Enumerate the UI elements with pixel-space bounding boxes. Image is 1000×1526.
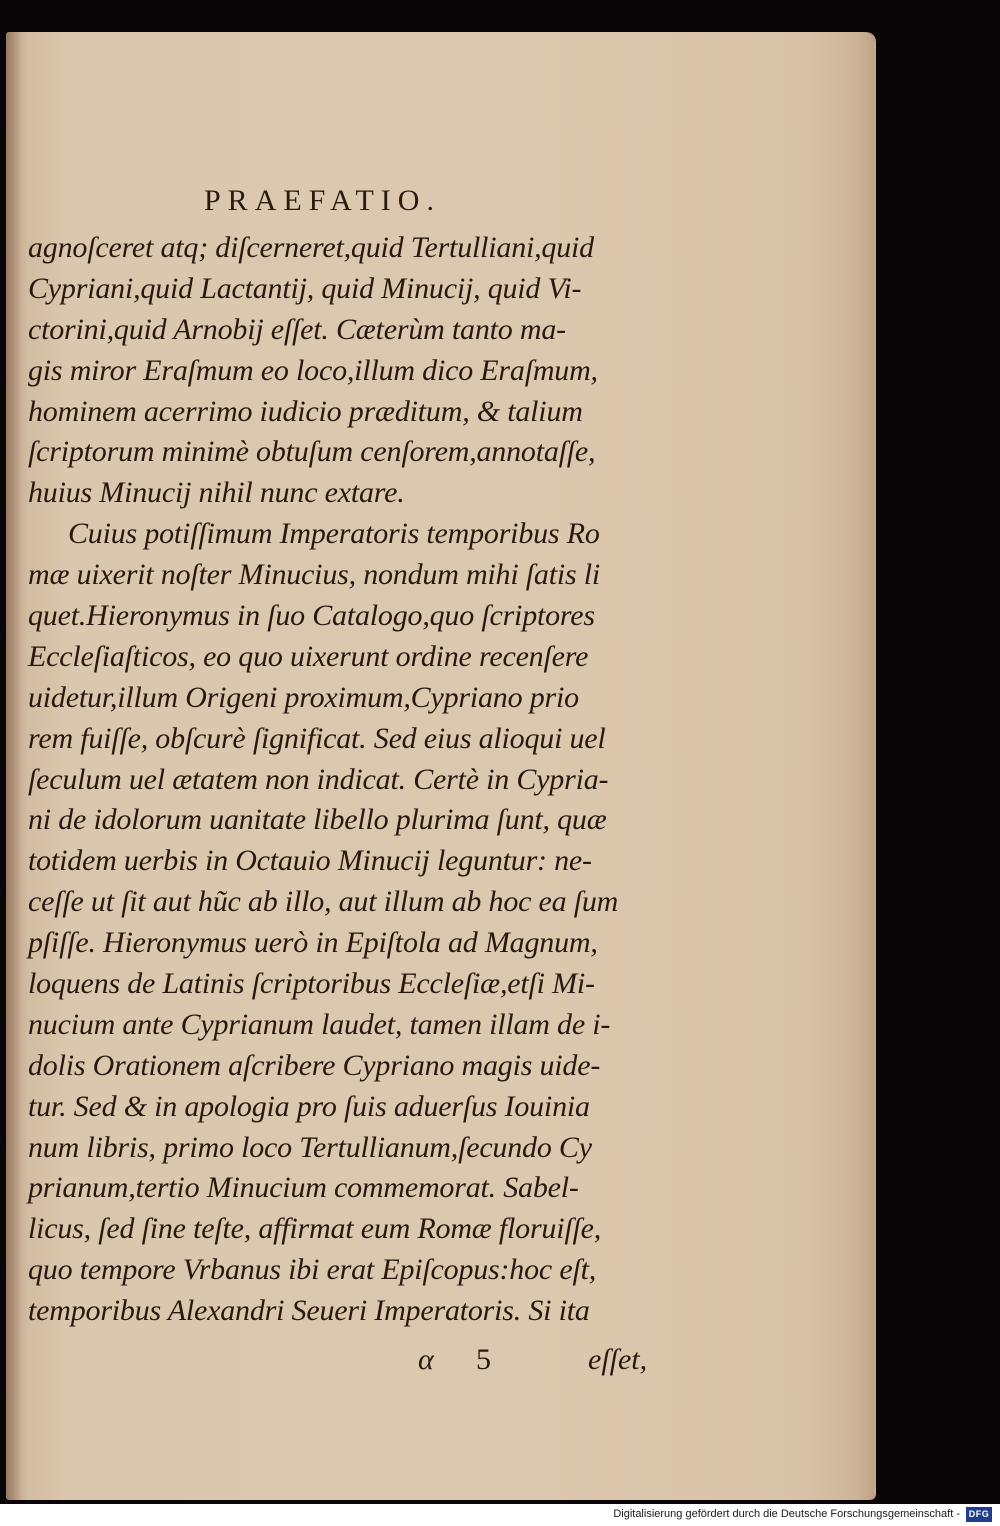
book-page <box>6 32 874 1500</box>
text-line: quo tempore Vrbanus ibi erat Epiſcopus:hoc eſt, <box>28 1253 597 1287</box>
page-gutter <box>6 32 22 1500</box>
text-line: gis miror Eraſmum eo loco,illum dico Eraſmum, <box>28 353 598 387</box>
text-line: uidetur,illum Origeni proximum,Cypriano prio <box>28 680 579 714</box>
body-text <box>28 228 676 1332</box>
signature-mark: α <box>418 1343 434 1376</box>
text-line: totidem uerbis in Octauio Minucij leguntur: ne- <box>28 844 592 878</box>
text-line: ſeculum uel ætatem non indicat. Certè in Cypria- <box>28 762 609 796</box>
text-line: Cuius potiſſimum Imperatoris temporibus Ro <box>68 517 600 551</box>
footer-credit: Digitalisierung gefördert durch die Deutsche Forschungsgemeinschaft - <box>613 1508 960 1520</box>
text-line: prianum,tertio Minucium commemorat. Sabel- <box>28 1171 579 1205</box>
text-line: agnoſceret atq; diſcerneret,quid Tertulliani,quid <box>28 231 594 264</box>
text-line: ſcriptorum minimè obtuſum cenſorem,annotaſſe, <box>28 435 596 469</box>
text-line: tur. Sed & in apologia pro ſuis aduerſus Iouinia <box>28 1089 590 1123</box>
text-line: ceſſe ut ſit aut hũc ab illo, aut illum ab hoc ea ſum <box>28 885 619 919</box>
text-line: temporibus Alexandri Seueri Imperatoris. Si ita <box>28 1294 590 1328</box>
text-line: rem fuiſſe, obſcurè ſignificat. Sed eius alioqui uel <box>28 721 606 755</box>
text-line: Cypriani,quid Lactantij, quid Minucij, quid Vi- <box>28 271 582 305</box>
running-head: PRAEFATIO. <box>204 184 441 217</box>
dfg-logo: DFG <box>966 1507 992 1522</box>
text-line: ni de idolorum uanitate libello plurima ſunt, quæ <box>28 803 607 837</box>
text-line: huius Minucij nihil nunc extare. <box>28 476 405 510</box>
text-line: dolis Orationem aſcribere Cypriano magis uide- <box>28 1048 601 1082</box>
text-line: Eccleſiaſticos, eo quo uixerunt ordine recenſere <box>28 639 589 673</box>
text-line: num libris, primo loco Tertullianum,ſecundo Cy <box>28 1130 592 1164</box>
footer-bar <box>0 1504 1000 1526</box>
text-line: nucium ante Cyprianum laudet, tamen illam de i- <box>28 1007 611 1041</box>
text-line: licus, ſed ſine teſte, affirmat eum Romæ floruiſſe, <box>28 1212 602 1246</box>
text-line: quet.Hieronymus in ſuo Catalogo,quo ſcriptores <box>28 599 595 633</box>
text-line: ctorini,quid Arnobij eſſet. Cæterùm tanto ma- <box>28 312 566 346</box>
text-line: hominem acerrimo iudicio præditum, & talium <box>28 394 583 428</box>
catchword: eſſet, <box>588 1343 648 1376</box>
text-line: loquens de Latinis ſcriptoribus Eccleſiæ,etſi Mi- <box>28 967 595 1001</box>
text-line: pſiſſe. Hieronymus uerò in Epiſtola ad Magnum, <box>28 926 598 960</box>
signature-number: 5 <box>476 1343 491 1376</box>
text-line: mæ uixerit noſter Minucius, nondum mihi ſatis li <box>28 558 601 592</box>
